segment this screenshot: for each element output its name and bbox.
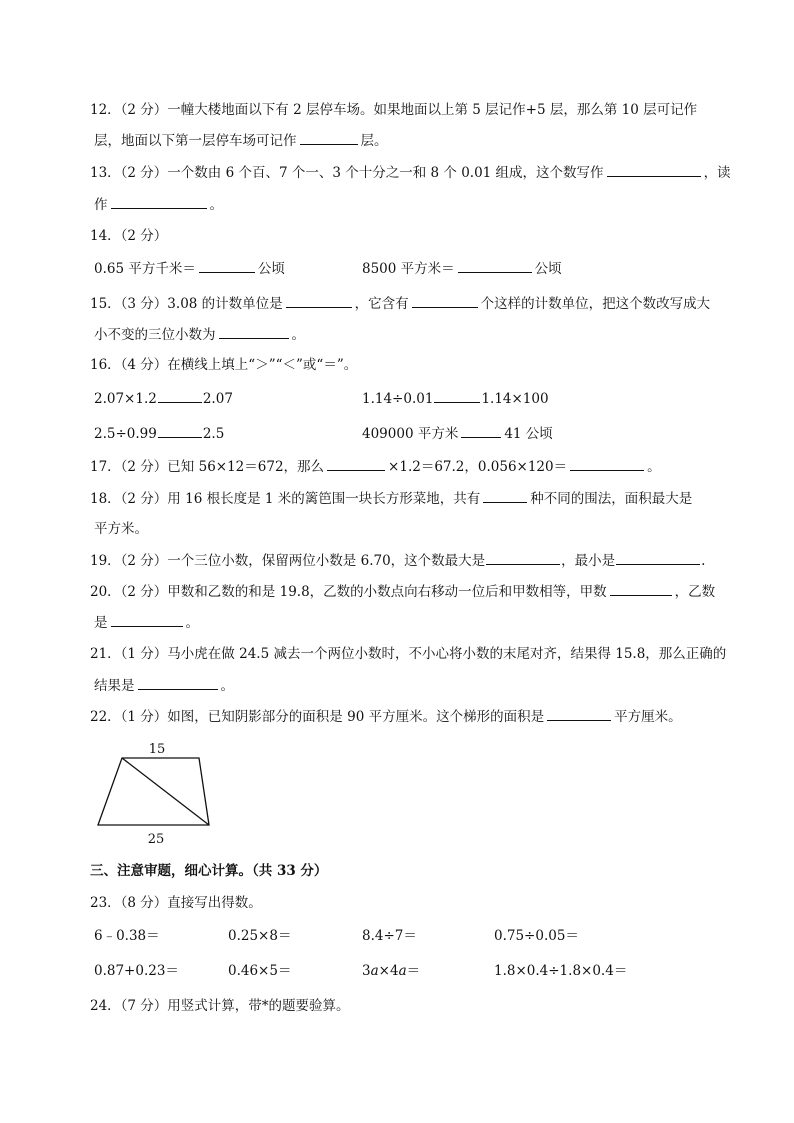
q12-text-a: 层，地面以下第一层停车场可记作 xyxy=(94,133,297,149)
q17-blank-1[interactable] xyxy=(327,457,385,471)
q20-text-c: 是 xyxy=(94,615,108,631)
q18-text-b: 种不同的围法，面积最大是 xyxy=(530,491,693,507)
q15-line1 xyxy=(90,294,710,313)
q13-write-blank[interactable] xyxy=(607,163,701,177)
q16-r2-left-expr: 2.5÷0.99 xyxy=(94,426,157,442)
q12-line2 xyxy=(94,131,388,150)
q23-head xyxy=(90,894,262,912)
q14-left-text-a: 0.65 平方千米＝ xyxy=(94,261,196,277)
q13-text-c: 作 xyxy=(94,197,108,213)
q23-item-2 xyxy=(228,927,291,945)
q17-text-a: 17．（2 分）已知 56×12＝672，那么 xyxy=(90,459,325,475)
q23-head-text: 23．（8 分）直接写出得数。 xyxy=(90,895,262,911)
section3-title xyxy=(90,862,327,880)
section3-title-text: 三、注意审题，细心计算。（共 33 分） xyxy=(90,863,328,879)
q16-r2-right-blank[interactable] xyxy=(461,424,501,438)
q22-text-b: 平方厘米。 xyxy=(614,709,682,725)
q14-head xyxy=(90,227,167,245)
q17-line xyxy=(90,457,661,476)
q17-text-b: ×1.2＝67.2，0.056×120＝ xyxy=(388,459,568,475)
q16-r2-right xyxy=(362,424,553,443)
q19-text-c: . xyxy=(701,553,706,569)
q15-decimal-blank[interactable] xyxy=(219,325,289,339)
q12-line1 xyxy=(90,101,697,119)
q18-ways-blank[interactable] xyxy=(483,489,527,503)
q23-item-6 xyxy=(228,962,291,980)
q23-item-3 xyxy=(362,927,417,945)
q23-item-3-text: 8.4÷7＝ xyxy=(362,928,417,944)
q23-item-7-var-a: a xyxy=(370,963,379,979)
q14-right xyxy=(362,259,562,278)
q21-text-b: 结果是 xyxy=(94,678,135,694)
q16-r1-left xyxy=(94,389,233,408)
q21-answer-blank[interactable] xyxy=(138,676,218,690)
q23-item-1-text: 6﹣0.38＝ xyxy=(94,928,160,944)
q16-r2-right-value: 41 公顷 xyxy=(504,426,553,442)
q23-item-6-text: 0.46×5＝ xyxy=(228,963,292,979)
q12-answer-blank[interactable] xyxy=(300,131,358,145)
q23-item-8 xyxy=(494,962,627,980)
q19-line xyxy=(90,551,705,570)
q13-text-a: 13．（2 分）一个数由 6 个百、7 个一、3 个十分之一和 8 个 0.01 组成，这个数写作 xyxy=(90,165,604,181)
q19-text-b: ，最小是 xyxy=(561,553,616,569)
q15-count-blank[interactable] xyxy=(412,294,478,308)
q12-text-b: 层。 xyxy=(360,133,388,149)
q14-right-text-b: 公顷 xyxy=(534,261,562,277)
q18-line1 xyxy=(90,489,692,508)
q23-item-1 xyxy=(94,927,160,945)
q23-item-7-eq: ＝ xyxy=(406,963,421,979)
q19-min-blank[interactable] xyxy=(616,551,700,565)
q16-r1-left-expr: 2.07×1.2 xyxy=(94,391,157,407)
q20-text-a: 20．（2 分）甲数和乙数的和是 19.8，乙数的小数点向右移动一位后和甲数相等，甲数 xyxy=(90,584,607,600)
q16-r2-left xyxy=(94,424,224,443)
q23-item-7 xyxy=(362,962,420,980)
q12-text: 12．（2 分）一幢大楼地面以下有 2 层停车场。如果地面以上第 5 层记作+5 层，那么第 10 层可记作 xyxy=(90,102,698,118)
q24-head-text: 24．（7 分）用竖式计算，带*的题要验算。 xyxy=(90,998,350,1014)
q20-b-blank[interactable] xyxy=(111,613,183,627)
q22-text-a: 22．（1 分）如图，已知阴影部分的面积是 90 平方厘米。这个梯形的面积是 xyxy=(90,709,545,725)
q17-blank-2[interactable] xyxy=(570,457,644,471)
q14-left xyxy=(94,259,285,278)
q16-r2-right-expr: 409000 平方米 xyxy=(362,426,459,442)
q23-item-5 xyxy=(94,962,179,980)
q13-text-d: 。 xyxy=(209,197,223,213)
q13-line2 xyxy=(94,195,223,214)
q13-text-b: ，读 xyxy=(703,165,731,181)
q23-item-7-coef-b: ×4 xyxy=(378,963,399,979)
q23-item-2-text: 0.25×8＝ xyxy=(228,928,292,944)
q21-line2 xyxy=(94,676,234,695)
q14-left-blank[interactable] xyxy=(199,259,255,273)
q20-line2 xyxy=(94,613,199,632)
q19-max-blank[interactable] xyxy=(486,551,560,565)
q14-head-text: 14．（2 分） xyxy=(90,228,168,244)
q14-left-text-b: 公顷 xyxy=(257,261,285,277)
q16-r1-right xyxy=(362,389,549,408)
trapezoid-bottom-label: 25 xyxy=(147,832,165,847)
q23-item-7-var-b: a xyxy=(398,963,407,979)
trapezoid-figure xyxy=(92,738,216,850)
q16-r1-right-blank[interactable] xyxy=(434,389,480,403)
q23-item-7-coef-a: 3 xyxy=(362,963,371,979)
q13-read-blank[interactable] xyxy=(111,195,207,209)
q15-line2 xyxy=(94,325,305,344)
q13-line1 xyxy=(90,163,731,182)
q20-line1 xyxy=(90,582,715,601)
q16-head-text: 16．（4 分）在横线上填上“＞”“＜”或“＝”。 xyxy=(90,357,358,373)
q15-text-b: ，它含有 xyxy=(354,296,409,312)
q16-head xyxy=(90,356,357,374)
q24-head xyxy=(90,997,350,1015)
q20-text-b: ，乙数 xyxy=(674,584,716,600)
q14-right-blank[interactable] xyxy=(458,259,532,273)
q15-text-a: 15．（3 分）3.08 的计数单位是 xyxy=(90,296,283,312)
q23-item-4 xyxy=(494,927,579,945)
q17-text-c: 。 xyxy=(647,459,661,475)
q16-r1-left-value: 2.07 xyxy=(202,391,233,407)
q16-r1-right-value: 1.14×100 xyxy=(481,391,549,407)
q15-text-d: 小不变的三位小数为 xyxy=(94,327,216,343)
q18-line2 xyxy=(94,520,148,538)
q16-r2-left-blank[interactable] xyxy=(158,424,202,438)
trapezoid-diagonal xyxy=(122,758,209,825)
q21-line1 xyxy=(90,645,726,663)
q14-right-text-a: 8500 平方米＝ xyxy=(362,261,455,277)
q23-item-4-text: 0.75÷0.05＝ xyxy=(494,928,579,944)
trapezoid-outline xyxy=(98,758,209,825)
q22-line xyxy=(90,707,682,726)
q16-r1-left-blank[interactable] xyxy=(158,389,202,403)
q21-text-c: 。 xyxy=(220,678,234,694)
q16-r1-right-expr: 1.14÷0.01 xyxy=(362,391,434,407)
q15-text-e: 。 xyxy=(291,327,305,343)
q22-area-blank[interactable] xyxy=(547,707,611,721)
q15-unit-blank[interactable] xyxy=(286,294,352,308)
q19-text-a: 19．（2 分）一个三位小数，保留两位小数是 6.70，这个数最大是 xyxy=(90,553,486,569)
trapezoid-top-label: 15 xyxy=(148,742,166,757)
q15-text-c: 个这样的计数单位，把这个数改写成大 xyxy=(480,296,711,312)
q20-a-blank[interactable] xyxy=(610,582,672,596)
q23-item-8-text: 1.8×0.4÷1.8×0.4＝ xyxy=(494,963,628,979)
q18-text-a: 18．（2 分）用 16 根长度是 1 米的篱笆围一块长方形菜地，共有 xyxy=(90,491,481,507)
q20-text-d: 。 xyxy=(185,615,199,631)
q23-item-5-text: 0.87+0.23＝ xyxy=(94,963,179,979)
q16-r2-left-value: 2.5 xyxy=(202,426,225,442)
q18-text-c: 平方米。 xyxy=(94,521,148,537)
q21-text-a: 21．（1 分）马小虎在做 24.5 减去一个两位小数时，不小心将小数的末尾对齐，结果得 15.8，那么正确的 xyxy=(90,646,727,662)
